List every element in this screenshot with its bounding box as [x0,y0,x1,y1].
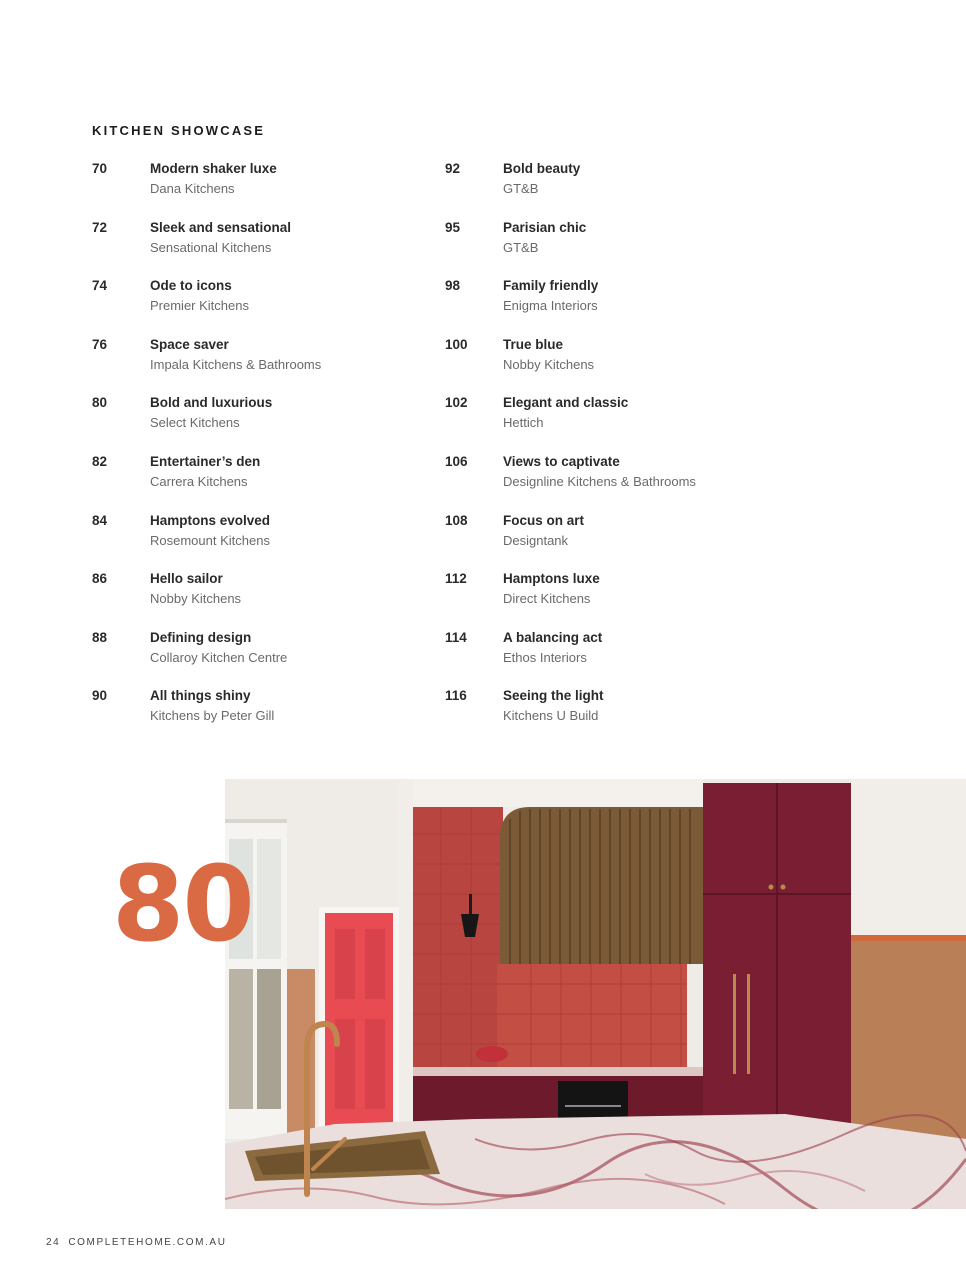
contents-entry[interactable] [445,161,825,220]
entry-title: Parisian chic [503,219,587,235]
entry-title: Defining design [150,629,252,645]
page-number: 80 [92,395,108,411]
contents-entry[interactable] [92,337,472,396]
entry-maker: Premier Kitchens [150,298,249,314]
entry-maker: Ethos Interiors [503,649,587,665]
contents-entry[interactable] [445,571,825,630]
page-number: 82 [92,453,108,469]
page-number: 74 [92,278,108,294]
entry-maker: Select Kitchens [150,415,240,431]
entry-maker: Hettich [503,415,544,431]
entry-title: Views to captivate [503,453,620,469]
page-number: 106 [445,453,468,469]
page-number: 70 [92,161,108,176]
page-number: 84 [92,512,108,528]
marble-island [225,1114,966,1209]
contents-entry[interactable] [445,220,825,279]
tall-cabinets [703,783,851,1123]
entry-maker: GT&B [503,239,539,255]
entry-maker: GT&B [503,181,539,196]
kitchen-photo [225,779,966,1209]
entry-title: All things shiny [150,688,251,704]
contents-column-left [92,161,472,747]
page-number: 95 [445,219,461,235]
page-number: 86 [92,571,108,587]
contents-entry[interactable] [92,513,472,572]
page-number: 76 [92,336,108,352]
entry-title: Ode to icons [150,278,232,294]
entry-title: Sleek and sensational [150,219,292,235]
entry-title: Family friendly [503,278,599,294]
entry-maker: Direct Kitchens [503,591,591,607]
feature-page-number: 80 [112,843,253,965]
entry-title: Seeing the light [503,688,604,704]
contents-entry[interactable] [92,688,472,747]
entry-title: A balancing act [503,629,603,645]
page-number: 72 [92,219,108,235]
entry-title: Hello sailor [150,571,223,587]
entry-maker: Nobby Kitchens [503,356,595,372]
entry-title: Hamptons evolved [150,512,271,528]
entry-title: Modern shaker luxe [150,161,277,176]
contents-entry[interactable] [445,454,825,513]
contents-entry[interactable] [92,220,472,279]
page-footer [46,1237,235,1248]
entry-maker: Nobby Kitchens [150,591,242,607]
base-cabinets [413,1067,703,1124]
footer-page-number: 24 [46,1237,61,1248]
contents-entry[interactable] [445,688,825,747]
page-number: 100 [445,336,468,352]
red-door [319,907,399,1137]
contents-entry[interactable] [445,513,825,572]
footer-site[interactable]: COMPLETEHOME.COM.AU [68,1237,227,1248]
contents-entry[interactable] [445,395,825,454]
section-title: KITCHEN SHOWCASE [92,123,266,138]
contents-column-right [445,161,825,747]
entry-maker: Kitchens by Peter Gill [150,708,275,724]
entry-maker: Kitchens U Build [503,708,599,724]
contents-entry[interactable] [92,454,472,513]
page-number: 88 [92,629,108,645]
entry-title: Elegant and classic [503,395,629,411]
page-number: 112 [445,571,467,587]
entry-maker: Sensational Kitchens [150,239,272,255]
entry-maker: Enigma Interiors [503,298,598,314]
page-number: 116 [445,688,467,704]
entry-maker: Designline Kitchens & Bathrooms [503,473,696,489]
entry-maker: Designtank [503,532,569,548]
contents-entry[interactable] [445,630,825,689]
entry-maker: Rosemount Kitchens [150,532,270,548]
entry-maker: Collaroy Kitchen Centre [150,649,288,665]
contents-entry[interactable] [92,571,472,630]
entry-title: Space saver [150,336,229,352]
entry-maker: Impala Kitchens & Bathrooms [150,356,322,372]
page-number: 102 [445,395,468,411]
page-number: 92 [445,161,461,176]
contents-entry[interactable] [92,161,472,220]
entry-title: Focus on art [503,512,585,528]
page-number: 108 [445,512,468,528]
contents-entry[interactable] [92,630,472,689]
page-number: 114 [445,629,467,645]
entry-maker: Carrera Kitchens [150,473,248,489]
entry-title: True blue [503,336,564,352]
entry-title: Bold beauty [503,161,581,176]
contents-entry[interactable] [92,395,472,454]
contents-entry[interactable] [445,337,825,396]
entry-title: Bold and luxurious [150,395,273,411]
entry-title: Hamptons luxe [503,571,600,587]
page-number: 98 [445,278,461,294]
contents-entry[interactable] [92,278,472,337]
entry-title: Entertainer’s den [150,453,261,469]
page-number: 90 [92,688,108,704]
entry-maker: Dana Kitchens [150,181,235,196]
contents-entry[interactable] [445,278,825,337]
